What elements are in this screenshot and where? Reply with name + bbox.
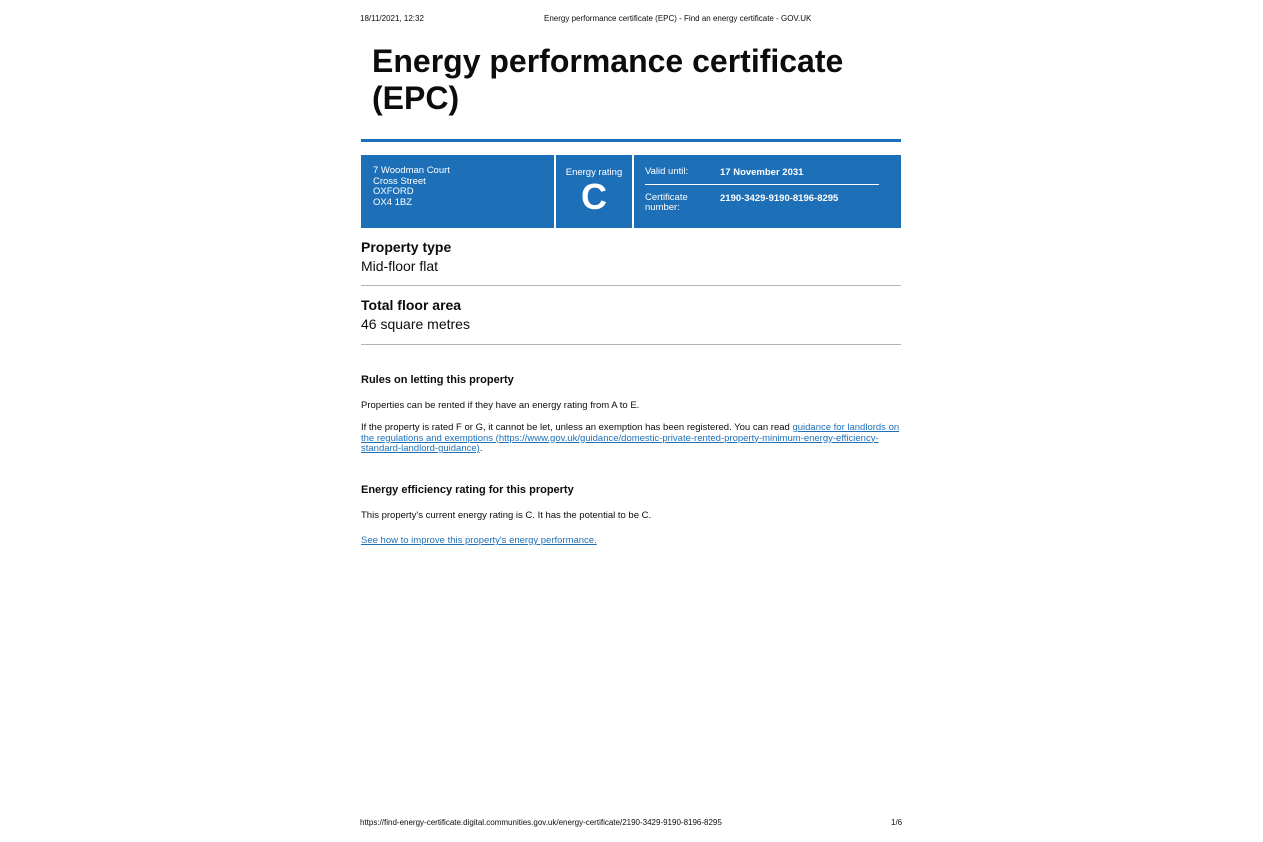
certificate-summary — [361, 155, 901, 228]
property-type-value: Mid-floor flat — [361, 258, 439, 274]
valid-until-label: Valid until: — [645, 166, 689, 177]
property-type-heading: Property type — [361, 239, 452, 255]
certificate-number-label: Certificate number: — [645, 192, 688, 213]
efficiency-rating-paragraph: This property's current energy rating is C. It has the potential to be C. — [361, 510, 652, 521]
energy-rating-letter: C — [581, 176, 607, 217]
energy-rating-box — [556, 155, 632, 228]
letting-rules-paragraph-2 — [361, 423, 901, 455]
print-footer-url: https://find-energy-certificate.digital.communities.gov.uk/energy-certificate/2190-3429-9190-8196-8295 — [360, 818, 722, 827]
floor-area-value: 46 square metres — [361, 316, 470, 332]
print-datetime: 18/11/2021, 12:32 — [360, 14, 424, 23]
floor-area-section — [361, 296, 901, 333]
valid-until-value: 17 November 2031 — [720, 167, 804, 178]
address-line-1: 7 Woodman Court — [373, 165, 450, 176]
section-divider — [361, 344, 901, 345]
valid-until-row — [645, 167, 880, 185]
letting-rules-text: If the property is rated F or G, it cannot be let, unless an exemption has been registered. You can read — [361, 422, 793, 433]
certificate-divider — [645, 184, 879, 185]
letting-rules-heading: Rules on letting this property — [361, 374, 514, 386]
improve-performance-paragraph — [361, 536, 901, 547]
print-page-number: 1/6 — [891, 818, 903, 827]
certificate-details — [634, 155, 901, 228]
address-line-4: OX4 1BZ — [373, 196, 413, 208]
energy-rating-label: Energy rating — [565, 167, 623, 178]
floor-area-heading: Total floor area — [361, 297, 462, 313]
efficiency-rating-heading: Energy efficiency rating for this property — [361, 484, 574, 496]
property-address — [361, 155, 554, 228]
address-line-2: Cross Street — [373, 175, 426, 187]
page-title: Energy performance certificate (EPC) — [372, 43, 844, 116]
landlord-guidance-link[interactable]: guidance for landlords on the regulations and exemptions (https://www.gov.uk/guidance/domestic-private-rented-property-minimum-energy-efficiency-standard-landlord-guidance) — [361, 422, 900, 454]
letting-rules-paragraph-1: Properties can be rented if they have an energy rating from A to E. — [361, 400, 640, 411]
property-type-section — [361, 238, 901, 275]
section-divider — [361, 285, 901, 286]
print-page-title: Energy performance certificate (EPC) - Find an energy certificate - GOV.UK — [544, 14, 812, 23]
certificate-number-row — [645, 193, 880, 215]
improve-performance-link[interactable]: See how to improve this property's energy performance. — [361, 535, 597, 546]
address-line-3: OXFORD — [373, 186, 414, 197]
certificate-number-value: 2190-3429-9190-8196-8295 — [720, 193, 839, 204]
letting-rules-end: . — [479, 443, 483, 454]
title-divider — [361, 139, 901, 142]
